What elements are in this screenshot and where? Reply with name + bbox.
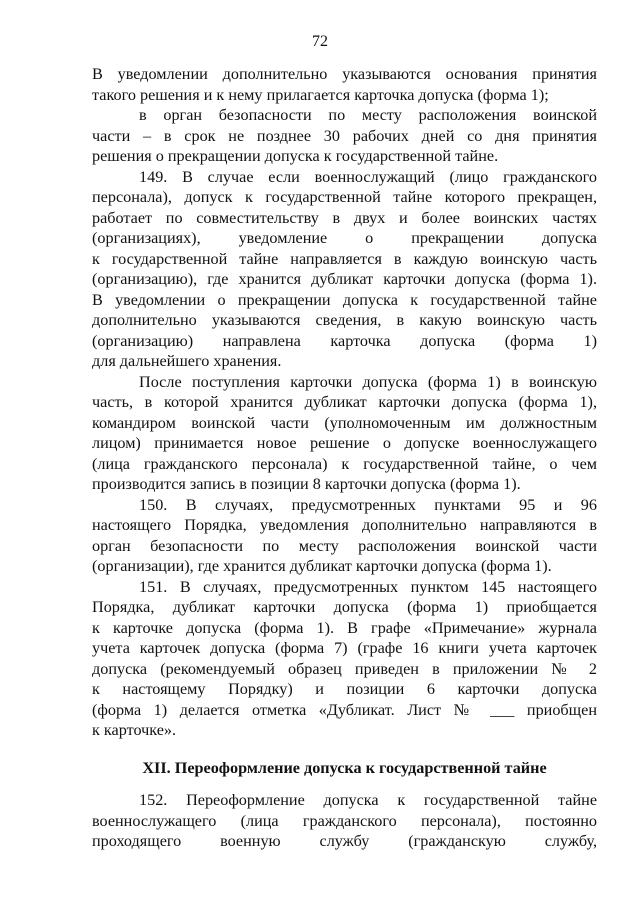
text-line: в орган безопасности по месту расположения воинской	[139, 106, 597, 124]
text-line: (организациях), уведомление о прекращении допуска	[92, 229, 597, 247]
text-line: (организацию) направлена карточка допуска (форма 1)	[92, 331, 597, 350]
text-line: такого решения и к нему прилагается карточка допуска (форма 1);	[92, 85, 549, 104]
text-line: части – в срок не позднее 30 рабочих дней со дня принятия	[92, 126, 597, 145]
text-line: проходящего военную службу (гражданскую службу,	[92, 832, 597, 850]
text-line: к карточке допуска (форма 1). В графе «Примечание» журнала	[92, 618, 597, 637]
text-line: дополнительно указываются сведения, в какую воинскую часть	[92, 311, 597, 329]
page-number: 72	[312, 33, 328, 50]
text-line: для дальнейшего хранения.	[92, 352, 282, 370]
text-line: работает по совместительству в двух и более воинских частях	[92, 208, 597, 227]
text-line: допуска (рекомендуемый образец приведен в приложении № 2	[92, 659, 597, 678]
paragraphs-block-1	[92, 64, 597, 741]
text-line: 152. Переоформление допуска к государственной тайне	[139, 791, 597, 809]
text-line: 149. В случае если военнослужащий (лицо гражданского	[139, 167, 597, 186]
text-line: В уведомлении о прекращении допуска к государственной тайне	[92, 290, 597, 309]
text-line: После поступления карточки допуска (форма 1) в воинскую	[139, 372, 597, 391]
text-line: к государственной тайне направляется в каждую воинскую часть	[92, 249, 597, 268]
text-line: персонала), допуск к государственной тайне которого прекращен,	[92, 188, 597, 206]
text-line: к настоящему Порядку) и позиции 6 карточки допуска	[92, 680, 597, 698]
text-line: (организацию), где хранится дубликат карточки допуска (форма 1).	[92, 270, 597, 288]
document-body	[92, 64, 597, 852]
text-line: Порядка, дубликат карточки допуска (форма 1) приобщается	[92, 598, 597, 616]
text-line: решения о прекращении допуска к государственной тайне.	[92, 147, 499, 165]
text-line: учета карточек допуска (форма 7) (графе 16 книги учета карточек	[92, 639, 597, 657]
text-line: военнослужащего (лица гражданского персонала), постоянно	[92, 811, 597, 830]
text-line: 151. В случаях, предусмотренных пунктом 145 настоящего	[139, 577, 597, 596]
text-line: 150. В случаях, предусмотренных пунктами 95 и 96	[139, 495, 597, 514]
text-line: часть, в которой хранится дубликат карточки допуска (форма 1),	[92, 393, 597, 411]
text-line: (организации), где хранится дубликат карточки допуска (форма 1).	[92, 557, 552, 575]
section-heading: XII. Переоформление допуска к государственной тайне	[142, 758, 547, 777]
text-line: В уведомлении дополнительно указываются основания принятия	[92, 65, 597, 83]
text-line: производится запись в позиции 8 карточки допуска (форма 1).	[92, 475, 521, 493]
text-line: (форма 1) делается отметка «Дубликат. Лист № ___ приобщен	[92, 700, 597, 719]
paragraphs-block-2	[92, 790, 597, 852]
text-line: к карточке».	[92, 721, 177, 739]
text-line: командиром воинской части (уполномоченным им должностным	[92, 413, 597, 432]
text-line: настоящего Порядка, уведомления дополнительно направляются в	[92, 516, 597, 534]
text-line: лицом) принимается новое решение о допуске военнослужащего	[92, 434, 597, 452]
text-line: орган безопасности по месту расположения воинской части	[92, 536, 597, 555]
text-line: (лица гражданского персонала) к государственной тайне, о чем	[92, 454, 597, 473]
